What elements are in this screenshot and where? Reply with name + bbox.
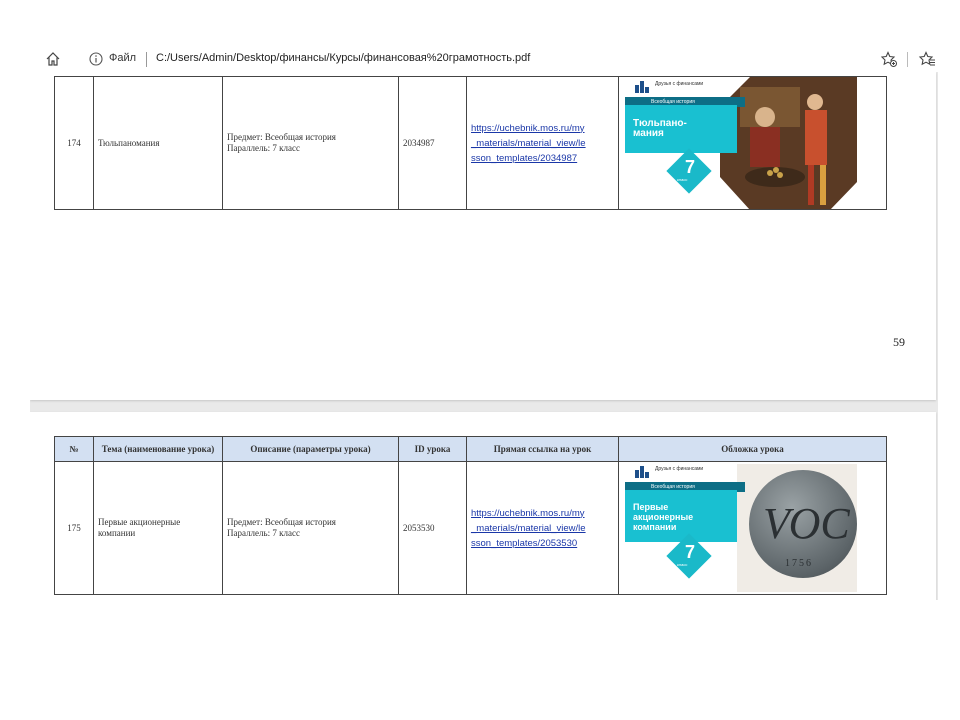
lesson-parallel: Параллель: 7 класс <box>227 143 300 153</box>
column-header: ID урока <box>399 437 467 462</box>
grade-number: 7 <box>684 542 695 562</box>
lesson-description <box>223 77 399 210</box>
pdf-viewer[interactable] <box>30 72 938 600</box>
column-header: № <box>55 437 94 462</box>
lessons-table <box>54 76 887 210</box>
lesson-description <box>223 462 399 595</box>
cover-title-line: мания <box>633 128 664 139</box>
grade-label: класс <box>677 177 688 182</box>
add-favorite-icon[interactable] <box>880 50 898 68</box>
lesson-parallel: Параллель: 7 класс <box>227 528 300 538</box>
link-line[interactable]: _materials/material_view/le <box>471 137 586 149</box>
lesson-id: 2034987 <box>399 77 467 210</box>
divider <box>146 52 147 67</box>
cover-badge: Всеобщая история <box>651 484 695 490</box>
info-icon[interactable] <box>88 51 104 67</box>
lesson-subject: Предмет: Всеобщая история <box>227 517 336 527</box>
cover-image <box>625 77 857 210</box>
lesson-number: 175 <box>55 462 94 595</box>
cover-title-line: компании <box>633 522 677 532</box>
grade-label: класс <box>677 562 688 567</box>
column-header: Описание (параметры урока) <box>223 437 399 462</box>
link-line[interactable]: https://uchebnik.mos.ru/my <box>471 122 585 134</box>
cover-title-line: Тюльпано- <box>633 118 687 129</box>
cover-title-line: акционерные <box>633 512 694 522</box>
pdf-page <box>30 412 936 600</box>
lesson-topic: Тюльпаномания <box>94 77 223 210</box>
lesson-number: 174 <box>55 77 94 210</box>
lessons-table <box>54 436 887 595</box>
lesson-topic <box>94 462 223 595</box>
table-row <box>55 77 887 210</box>
pdf-page <box>30 72 936 400</box>
link-line[interactable]: _materials/material_view/le <box>471 522 586 534</box>
cover-title <box>633 502 693 532</box>
divider <box>907 52 908 67</box>
lesson-cover <box>619 77 887 210</box>
coin-year: 1756 <box>785 558 813 569</box>
logo-icon <box>635 466 651 478</box>
favorites-icon[interactable] <box>918 50 936 68</box>
cover-logo-text: Друзья с финансами <box>655 466 704 472</box>
link-line[interactable]: https://uchebnik.mos.ru/my <box>471 507 585 519</box>
lesson-id: 2053530 <box>399 462 467 595</box>
table-header-row <box>55 437 887 462</box>
lesson-cover <box>619 462 887 595</box>
cover-logo-text: Друзья с финансами <box>655 81 704 87</box>
logo-icon <box>635 81 651 93</box>
column-header: Обложка урока <box>619 437 887 462</box>
column-header: Прямая ссылка на урок <box>467 437 619 462</box>
column-header: Тема (наименование урока) <box>94 437 223 462</box>
table-row <box>55 462 887 595</box>
lesson-link[interactable] <box>467 77 619 210</box>
url-field[interactable]: C:/Users/Admin/Desktop/финансы/Курсы/финансовая%20грамотность.pdf <box>156 52 531 64</box>
coin-monogram: VOC <box>763 499 850 548</box>
cover-image <box>625 462 857 595</box>
lesson-link[interactable] <box>467 462 619 595</box>
cover-badge: Всеобщая история <box>651 99 695 105</box>
cover-title-line: Первые <box>633 502 669 512</box>
cover-title <box>633 119 687 139</box>
lesson-topic-line: Первые акционерные <box>98 517 181 527</box>
lesson-topic-line: компании <box>98 528 136 538</box>
page-number: 59 <box>893 335 905 349</box>
link-line[interactable]: sson_templates/2034987 <box>471 152 578 164</box>
home-icon[interactable] <box>44 50 62 68</box>
lesson-subject: Предмет: Всеобщая история <box>227 132 336 142</box>
address-bar <box>30 48 938 72</box>
link-line[interactable]: sson_templates/2053530 <box>471 537 578 549</box>
file-label: Файл <box>109 52 137 64</box>
grade-number: 7 <box>684 157 695 177</box>
